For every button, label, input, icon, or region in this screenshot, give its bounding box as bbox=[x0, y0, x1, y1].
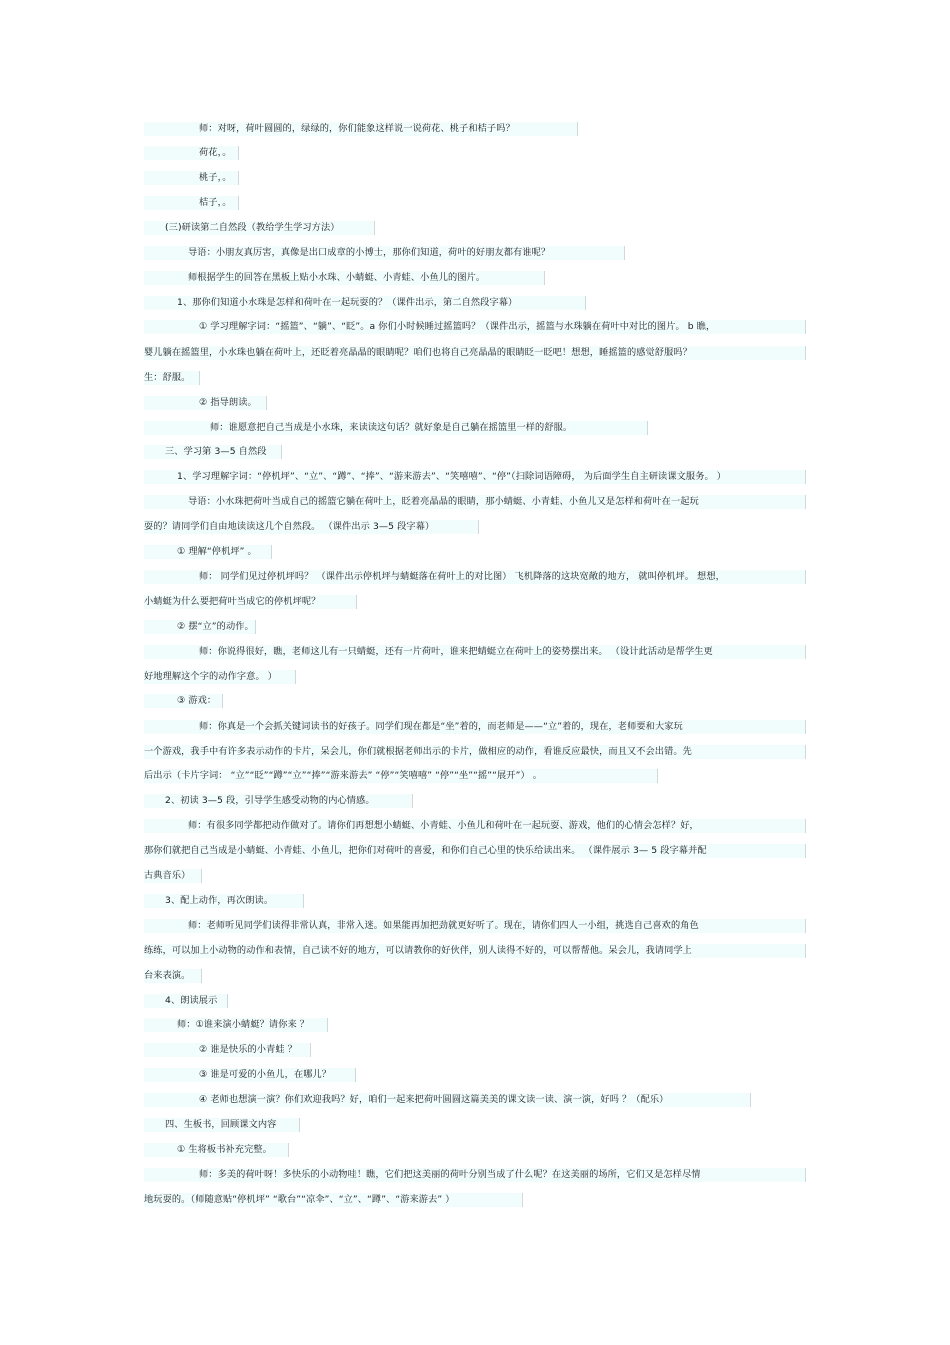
text-line: ② 谁是快乐的小青蛙 ？ bbox=[144, 1043, 311, 1057]
text-line: 师：对呀，荷叶圆圆的，绿绿的，你们能象这样说一说荷花、桃子和桔子吗？ bbox=[144, 122, 578, 136]
text-line: ④ 老师也想演一演？你们欢迎我吗？好，咱们一起来把荷叶圆圆这篇美美的课文读一读、演一演，好吗 ？（配乐） bbox=[144, 1093, 751, 1107]
section-heading: 三、学习第 3—5 自然段 bbox=[144, 445, 282, 459]
text-line: 耍的？请同学们自由地读读这几个自然段。 （课件出示 3—5 段字幕） bbox=[144, 520, 479, 534]
text-line: 师：你真是一个会抓关键词读书的好孩子。同学们现在都是“坐”着的，而老师是——“立”着的，现在，老师要和大家玩 bbox=[144, 720, 806, 734]
text-line: 师：老师听见同学们读得非常认真，非常入迷。如果能再加把劲就更好听了。现在，请你们四人一小组，挑选自己喜欢的角色 bbox=[144, 919, 806, 933]
text-line: 后出示（卡片字词： “立”“眨”“蹲”“立”“捧”“游来游去” “停”“笑嘻嘻” “停”“坐”“摇”“展开”） 。 bbox=[144, 769, 658, 783]
text-line: 3、配上动作，再次朗读。 bbox=[144, 894, 304, 908]
text-line: 那你们就把自己当成是小蜻蜓、小青蛙、小鱼儿，把你们对荷叶的喜爱，和你们自己心里的快乐给读出来。 （课件展示 3— 5 段字幕并配 bbox=[144, 844, 806, 858]
section-heading: 四、生板书，回顾课文内容 bbox=[144, 1118, 300, 1132]
text-line: 4、朗读展示 bbox=[144, 994, 228, 1008]
text-line: 导语：小水珠把荷叶当成自己的摇篮它躺在荷叶上，眨着亮晶晶的眼睛，那小蜻蜓、小青蛙、小鱼儿又是怎样和荷叶在一起玩 bbox=[144, 495, 806, 509]
text-line: 师：谁愿意把自己当成是小水珠，来读读这句话？就好象是自己躺在摇篮里一样的舒服。 bbox=[144, 421, 648, 435]
text-line: 台来表演。 bbox=[144, 969, 202, 983]
text-line: 桔子，。 bbox=[144, 196, 239, 210]
text-line: 一个游戏，我手中有许多表示动作的卡片，呆会儿，你们就根据老师出示的卡片，做相应的动作，看谁反应最快，而且又不会出错。先 bbox=[144, 745, 806, 759]
text-line: 导语：小朋友真厉害，真像是出口成章的小博士，那你们知道，荷叶的好朋友都有谁呢？ bbox=[144, 246, 625, 260]
text-line: ③ 谁是可爱的小鱼儿，在哪儿？ bbox=[144, 1068, 356, 1082]
text-line: 师： 同学们见过停机坪吗？ （课件出示停机坪与蜻蜓落在荷叶上的对比图） 飞机降落的这块宽敞的地方， 就叫停机坪。 想想， bbox=[144, 570, 806, 584]
text-line: 婴儿躺在摇篮里，小水珠也躺在荷叶上，还眨着亮晶晶的眼睛呢？咱们也将自己亮晶晶的眼睛眨一眨吧！想想，睡摇篮的感觉舒服吗？ bbox=[144, 346, 806, 360]
text-line: 师：有很多同学都把动作做对了。请你们再想想小蜻蜓、小青蛙、小鱼儿和荷叶在一起玩耍、游戏，他们的心情会怎样？好， bbox=[144, 819, 806, 833]
text-line: 桃子，。 bbox=[144, 171, 239, 185]
text-line: ① 学习理解字词：“摇篮”、“躺”、“眨”。a 你们小时候睡过摇篮吗？（课件出示，摇篮与水珠躺在荷叶中对比的图片。 b 瞧， bbox=[144, 320, 806, 334]
text-line: 1、学习理解字词：“停机坪”、“立”、“蹲”、“捧”、“游来游去”、“笑嘻嘻”、“停”（扫除词语障碍， 为后面学生自主研读课文服务。 ） bbox=[144, 470, 806, 484]
text-line: ③ 游戏： bbox=[144, 694, 223, 708]
text-line: ② 指导朗读。 bbox=[144, 396, 267, 410]
text-line: 好地理解这个字的动作字意。 ） bbox=[144, 670, 296, 684]
text-line: 师根据学生的回答在黑板上贴小水珠、小蜻蜓、小青蛙、小鱼儿的图片。 bbox=[144, 271, 545, 285]
text-line: 师：多美的荷叶呀！多快乐的小动物哇！瞧，它们把这美丽的荷叶分别当成了什么呢？在这美丽的场所，它们又是怎样尽情 bbox=[144, 1168, 806, 1182]
text-line: 古典音乐） bbox=[144, 869, 202, 883]
text-line: ① 生将板书补充完整。 bbox=[144, 1143, 289, 1157]
section-heading: (三)研读第二自然段（教给学生学习方法） bbox=[144, 221, 375, 235]
text-line: 练练，可以加上小动物的动作和表情，自己读不好的地方，可以请教你的好伙伴，别人读得不好的，可以帮帮他。呆会儿，我请同学上 bbox=[144, 944, 806, 958]
text-line: 生：舒服。 bbox=[144, 371, 200, 385]
text-line: 师：你说得很好，瞧，老师这儿有一只蜻蜓，还有一片荷叶，谁来把蜻蜓立在荷叶上的姿势摆出来。 （设计此活动是帮学生更 bbox=[144, 645, 806, 659]
text-line: 2、初读 3—5 段，引导学生感受动物的内心情感。 bbox=[144, 794, 413, 808]
text-line: 荷花，。 bbox=[144, 146, 239, 160]
text-line: 师：①谁来演小蜻蜓？请你来 ？ bbox=[144, 1018, 328, 1032]
text-line: ② 摆“立”的动作。 bbox=[144, 620, 256, 634]
text-line: ① 理解“停机坪” 。 bbox=[144, 545, 272, 559]
text-line: 小蜻蜓为什么要把荷叶当成它的停机坪呢？ bbox=[144, 595, 357, 609]
text-line: 1、那你们知道小水珠是怎样和荷叶在一起玩耍的？（课件出示，第二自然段字幕） bbox=[144, 296, 586, 310]
text-line: 地玩耍的。（师随意贴“停机坪” “歌台”“凉伞”、“立”、“蹲”、“游来游去” ） bbox=[144, 1193, 523, 1207]
